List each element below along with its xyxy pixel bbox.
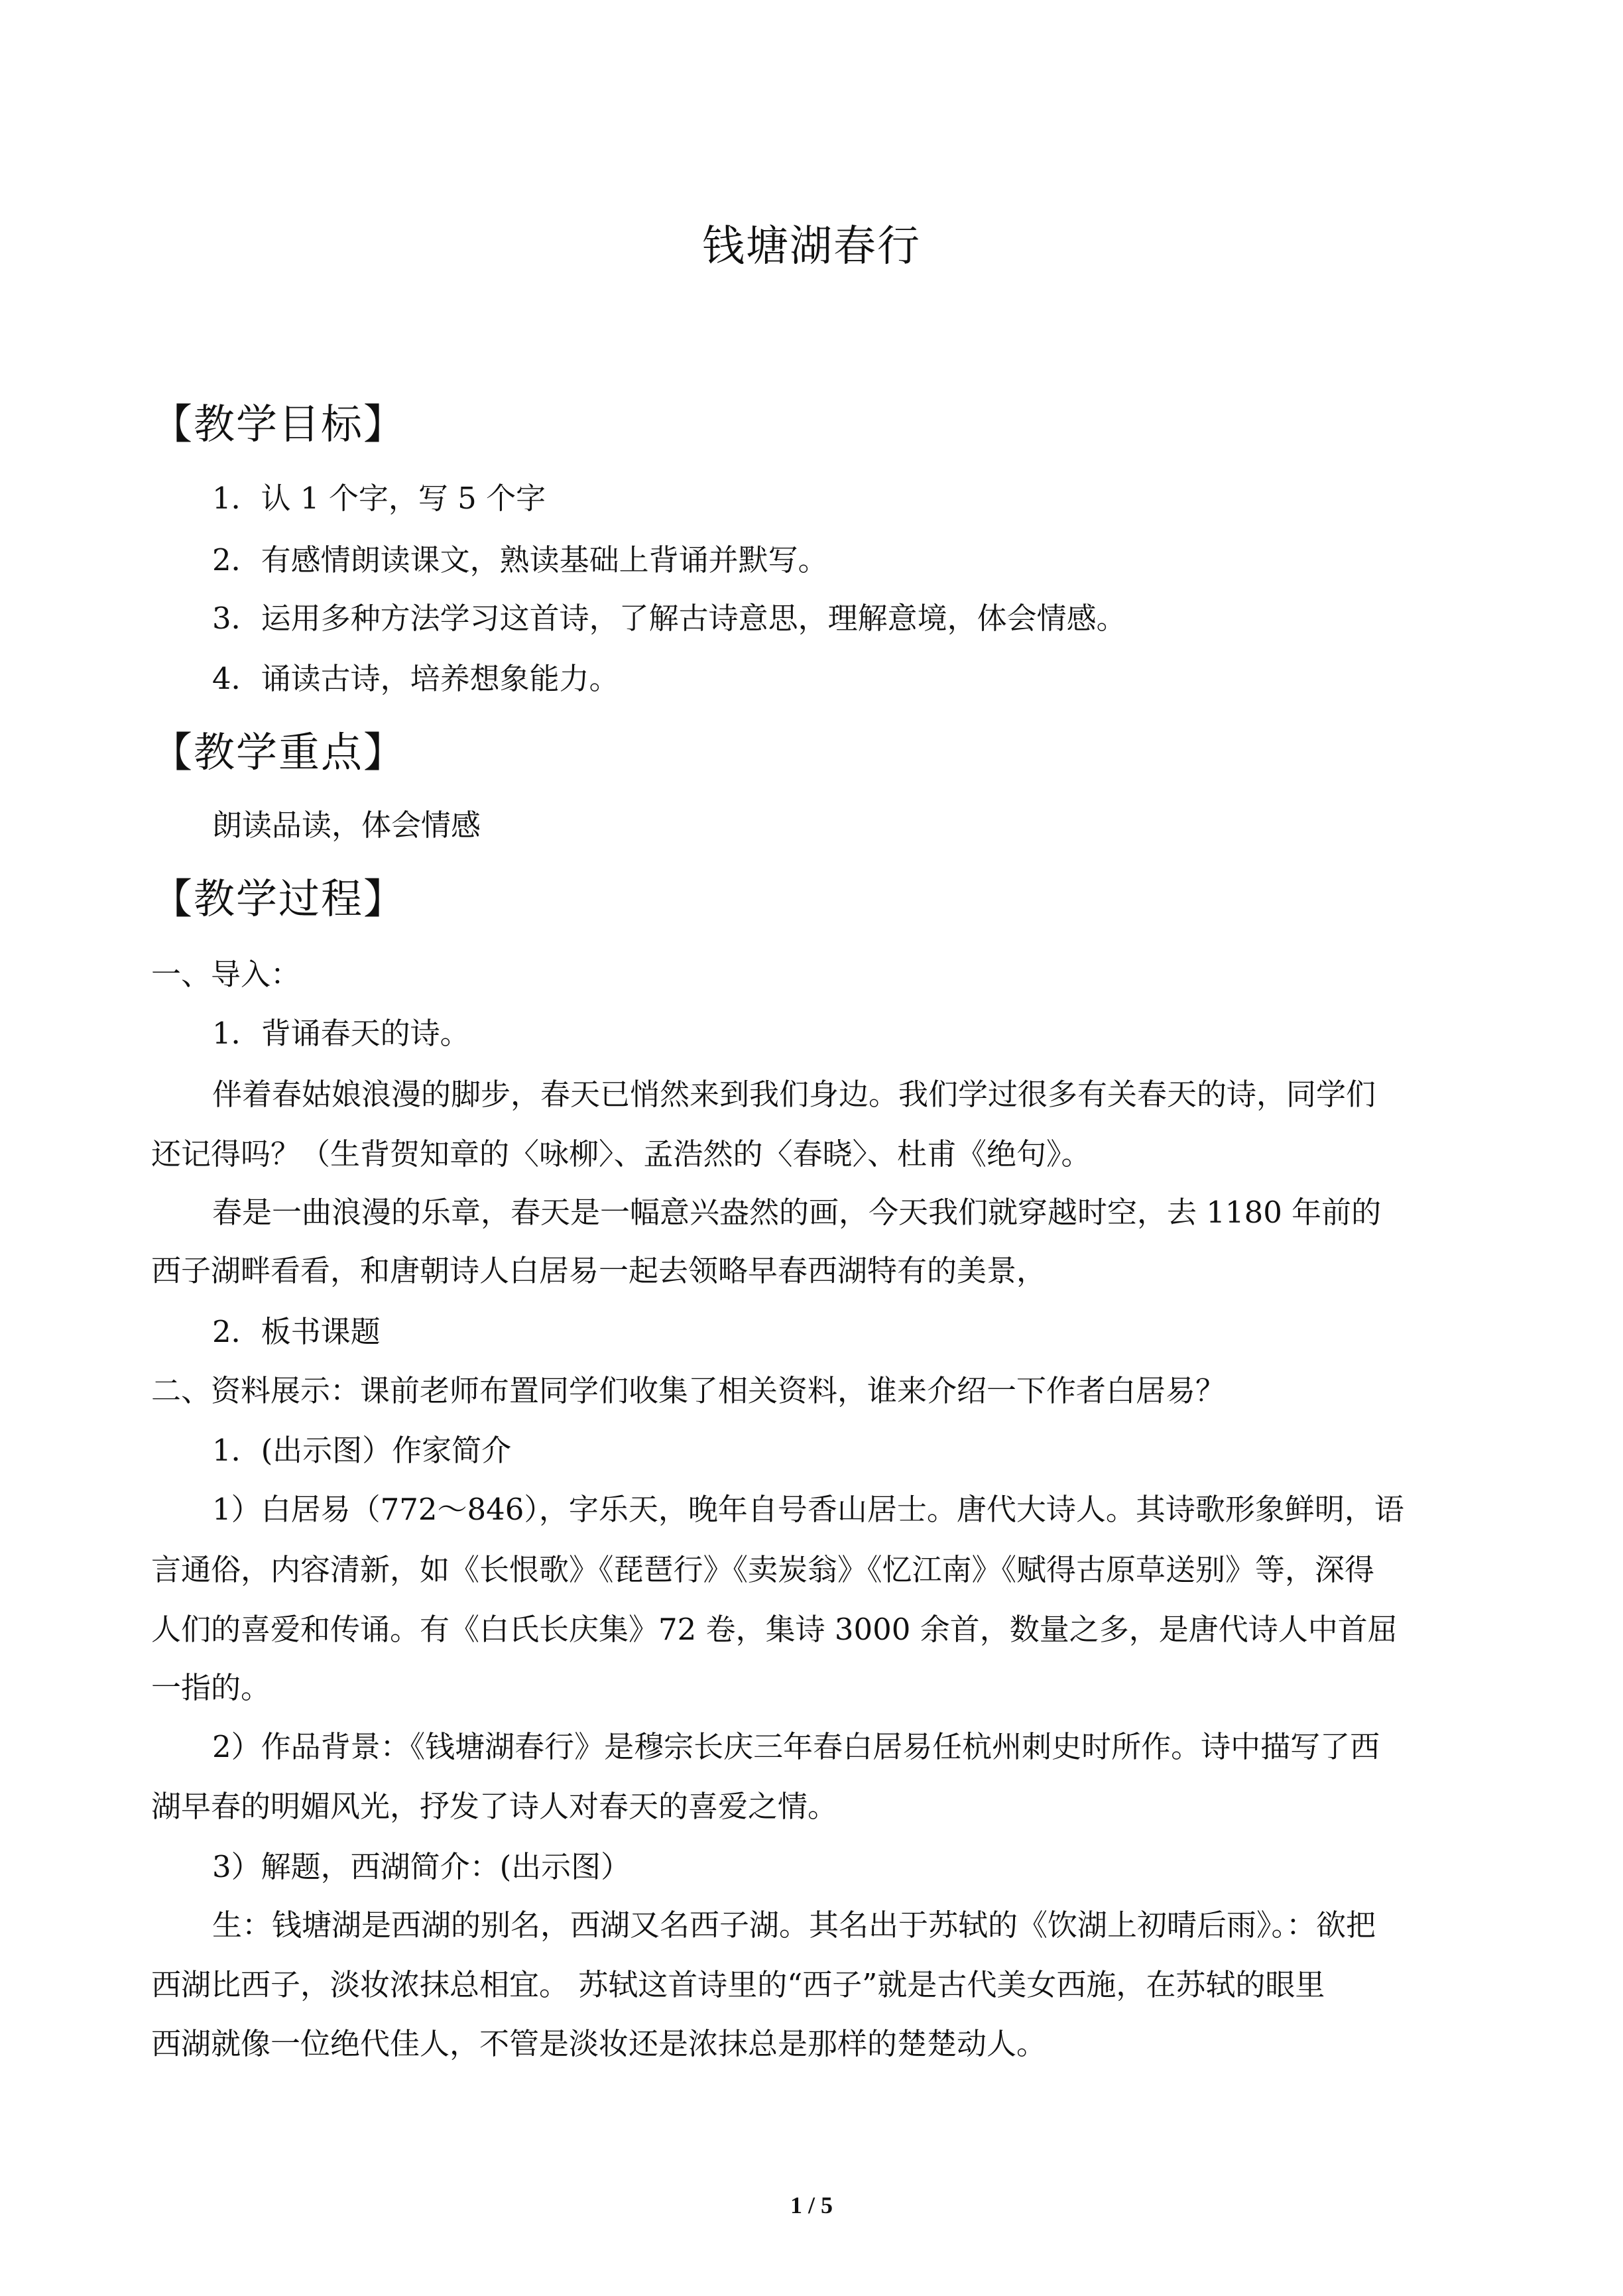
objective-item: 3．运用多种方法学习这首诗，了解古诗意思，理解意境，体会情感。 [212,601,1126,636]
process-line: 一、导入： [151,957,301,992]
section-heading-key-points: 【教学重点】 [151,728,406,776]
process-line: 1．背诵春天的诗。 [212,1016,470,1051]
objective-item: 2．有感情朗读课文，熟读基础上背诵并默写。 [212,542,828,577]
process-line: 西湖比西子，淡妆浓抹总相宜。 苏轼这首诗里的“西子”就是古代美女西施，在苏轼的眼里 [151,1967,1325,2002]
section-heading-process: 【教学过程】 [151,875,406,923]
process-line: 2．板书课题 [212,1314,381,1349]
process-line: 还记得吗？（生背贺知章的〈咏柳〉、孟浩然的〈春晓〉、杜甫《绝句》。 [151,1136,1091,1172]
process-line: 春是一曲浪漫的乐章，春天是一幅意兴盎然的画，今天我们就穿越时空，去 1180 年前的 [212,1195,1382,1230]
process-line: 1）白居易（772～846），字乐天，晚年自号香山居士。唐代大诗人。其诗歌形象鲜明，语 [212,1492,1404,1527]
process-line: 西湖就像一位绝代佳人，不管是淡妆还是浓抹总是那样的楚楚动人。 [151,2026,1047,2061]
process-line: 一指的。 [151,1670,271,1705]
process-line: 湖早春的明媚风光，抒发了诗人对春天的喜爱之情。 [151,1789,838,1824]
page-number: 1 / 5 [790,2192,833,2218]
process-line: 西子湖畔看看，和唐朝诗人白居易一起去领略早春西湖特有的美景， [151,1253,1047,1288]
process-line: 1．(出示图）作家简介 [212,1433,512,1468]
process-line: 生：钱塘湖是西湖的别名，西湖又名西子湖。其名出于苏轼的《饮湖上初晴后雨》。：欲把 [212,1907,1376,1943]
section-heading-objectives: 【教学目标】 [151,400,406,448]
objective-item: 1．认 1 个字，写 5 个字 [212,481,546,516]
key-points-text: 朗读品读，体会情感 [212,808,481,843]
process-line: 伴着春姑娘浪漫的脚步，春天已悄然来到我们身边。我们学过很多有关春天的诗，同学们 [212,1077,1376,1112]
process-line: 人们的喜爱和传诵。有《白氏长庆集》72 卷，集诗 3000 余首，数量之多，是唐代诗人中首屈 [151,1612,1398,1647]
process-line: 3）解题，西湖简介：(出示图） [212,1849,631,1884]
document-title: 钱塘湖春行 [702,222,921,271]
process-line: 言通俗，内容清新，如《长恨歌》《琵琶行》《卖炭翁》《忆江南》《赋得古原草送别》等，深得 [151,1552,1375,1587]
process-line: 2）作品背景：《钱塘湖春行》是穆宗长庆三年春白居易任杭州刺史时所作。诗中描写了西 [212,1729,1380,1764]
objective-item: 4．诵读古诗，培养想象能力。 [212,661,619,696]
process-line: 二、资料展示：课前老师布置同学们收集了相关资料，谁来介绍一下作者白居易？ [151,1373,1226,1408]
